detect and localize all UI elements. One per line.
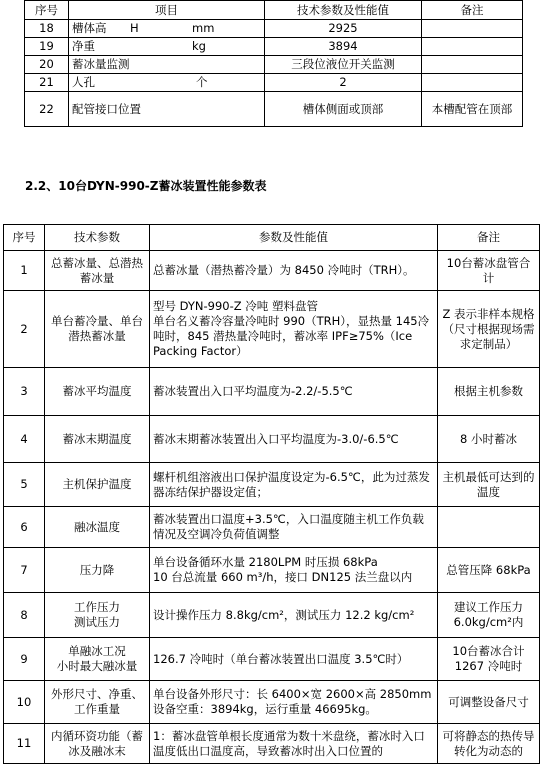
table-row	[25, 92, 523, 127]
row-number: 4	[4, 416, 45, 463]
value-cell: 3894	[265, 38, 422, 56]
row-number: 11	[4, 724, 45, 764]
row-number: 9	[4, 638, 45, 681]
value-cell: 2	[265, 74, 422, 92]
row-number: 21	[25, 74, 69, 92]
value-cell: 槽体侧面或顶部	[265, 92, 422, 127]
note-cell	[422, 74, 523, 92]
value-cell: 设计操作压力 8.8kg/cm²，测试压力 12.2 kg/cm²	[150, 593, 438, 638]
note-cell: 总管压降 68kPa	[438, 548, 540, 593]
value-cell: 型号 DYN-990-Z 冷吨 塑料盘管 单台名义蓄冷容量冷吨时 990（TRH），显热量 145冷吨时，845 潜热量冷吨时，蓄冰率 IPF≥75%（Ice Packing Factor）	[150, 291, 438, 368]
row-number: 8	[4, 593, 45, 638]
value-cell: 蓄冰装置出入口平均温度为-2.2/-5.5℃	[150, 368, 438, 416]
item-label: 净重	[72, 39, 95, 53]
table-row	[4, 681, 540, 724]
param-cell: 工作压力 测试压力	[45, 593, 150, 638]
note-cell	[422, 38, 523, 56]
value-cell: 单台设备外形尺寸：长 6400×宽 2600×高 2850mm 设备空重：3894kg，运行重量 46695kg。	[150, 681, 438, 724]
table-row	[4, 251, 540, 291]
table-row	[25, 56, 523, 74]
table-row	[25, 20, 523, 38]
item-cell	[69, 20, 265, 38]
spec-table-continued	[24, 0, 523, 127]
param-cell: 单融冰工况 小时最大融冰量	[45, 638, 150, 681]
param-cell: 蓄冰末期温度	[45, 416, 150, 463]
row-number: 5	[4, 463, 45, 507]
param-cell: 压力降	[45, 548, 150, 593]
header-cell: 技术参数	[45, 225, 150, 251]
table-row	[4, 291, 540, 368]
row-number: 19	[25, 38, 69, 56]
note-cell: 主机最低可达到的温度	[438, 463, 540, 507]
header-cell: 备注	[422, 1, 523, 20]
value-cell: 三段位液位开关监测	[265, 56, 422, 74]
value-cell: 螺杆机组溶液出口保护温度设定为-6.5℃，此为过蒸发器冻结保护器设定值；	[150, 463, 438, 507]
item-cell	[69, 74, 265, 92]
param-cell: 主机保护温度	[45, 463, 150, 507]
note-cell: 本槽配管在顶部	[422, 92, 523, 127]
param-cell: 融冰温度	[45, 507, 150, 548]
value-cell: 1：蓄冰盘管单根长度通常为数十米盘绕，蓄冰时入口温度低出口温度高，导致蓄冰时出入口位置的	[150, 724, 438, 764]
table-row	[4, 416, 540, 463]
header-cell: 参数及性能值	[150, 225, 438, 251]
param-cell: 单台蓄冷量、单台潜热蓄冰量	[45, 291, 150, 368]
table-row	[4, 593, 540, 638]
note-cell: 根据主机参数	[438, 368, 540, 416]
row-number: 22	[25, 92, 69, 127]
param-cell: 蓄冰平均温度	[45, 368, 150, 416]
note-cell	[438, 507, 540, 548]
row-number: 2	[4, 291, 45, 368]
note-cell: 可将静态的热传导转化为动态的	[438, 724, 540, 764]
note-cell	[422, 20, 523, 38]
item-label: 人孔	[72, 75, 95, 89]
table-row	[4, 548, 540, 593]
value-cell: 126.7 冷吨时（单台蓄冰装置出口温度 3.5℃时）	[150, 638, 438, 681]
item-cell: 蓄冰量监测	[69, 56, 265, 74]
table-row	[25, 38, 523, 56]
row-number: 7	[4, 548, 45, 593]
table-row	[4, 368, 540, 416]
param-cell: 总蓄冰量、总潜热蓄冰量	[45, 251, 150, 291]
note-cell: 10台蓄冰合计 1267 冷吨时	[438, 638, 540, 681]
section-title: 2.2、10台DYN-990-Z蓄冰装置性能参数表	[25, 179, 267, 193]
header-cell: 序号	[25, 1, 69, 20]
item-unit: kg	[192, 39, 206, 53]
table-row	[4, 463, 540, 507]
note-cell	[422, 56, 523, 74]
header-cell: 备注	[438, 225, 540, 251]
table-row	[4, 724, 540, 764]
note-cell: 8 小时蓄冰	[438, 416, 540, 463]
table-row	[4, 638, 540, 681]
value-cell: 2925	[265, 20, 422, 38]
note-cell: 建议工作压力6.0kg/cm²内	[438, 593, 540, 638]
header-cell: 序号	[4, 225, 45, 251]
item-label: 槽体高	[72, 21, 107, 35]
value-cell: 总蓄冰量（潜热蓄冷量）为 8450 冷吨时（TRH）。	[150, 251, 438, 291]
table-row	[4, 507, 540, 548]
param-cell: 内循环资功能（蓄冰及融冰末	[45, 724, 150, 764]
value-cell: 单台设备循环水量 2180LPM 时压损 68kPa 10 台总流量 660 m³/h，接口 DN125 法兰盘以内	[150, 548, 438, 593]
value-cell: 蓄冰末期蓄冰装置出入口平均温度为-3.0/-6.5℃	[150, 416, 438, 463]
param-cell: 外形尺寸、净重、工作重量	[45, 681, 150, 724]
note-cell: 10台蓄冰盘管合计	[438, 251, 540, 291]
value-cell: 蓄冰装置出口温度+3.5℃，入口温度随主机工作负载情况及空调冷负荷值调整	[150, 507, 438, 548]
row-number: 6	[4, 507, 45, 548]
table-row	[25, 74, 523, 92]
item-unit: 个	[196, 75, 208, 89]
item-cell: 配管接口位置	[69, 92, 265, 127]
row-number: 20	[25, 56, 69, 74]
table-header-row	[4, 225, 540, 251]
header-cell: 项目	[69, 1, 265, 20]
row-number: 10	[4, 681, 45, 724]
note-cell: Z 表示非样本规格（尺寸根据现场需求定制品）	[438, 291, 540, 368]
table-header-row	[25, 1, 523, 20]
note-cell: 可调整设备尺寸	[438, 681, 540, 724]
row-number: 1	[4, 251, 45, 291]
item-cell	[69, 38, 265, 56]
row-number: 18	[25, 20, 69, 38]
item-unit: mm	[192, 21, 215, 35]
row-number: 3	[4, 368, 45, 416]
header-cell: 技术参数及性能值	[265, 1, 422, 20]
performance-table	[3, 224, 540, 764]
item-symbol: H	[130, 21, 139, 35]
